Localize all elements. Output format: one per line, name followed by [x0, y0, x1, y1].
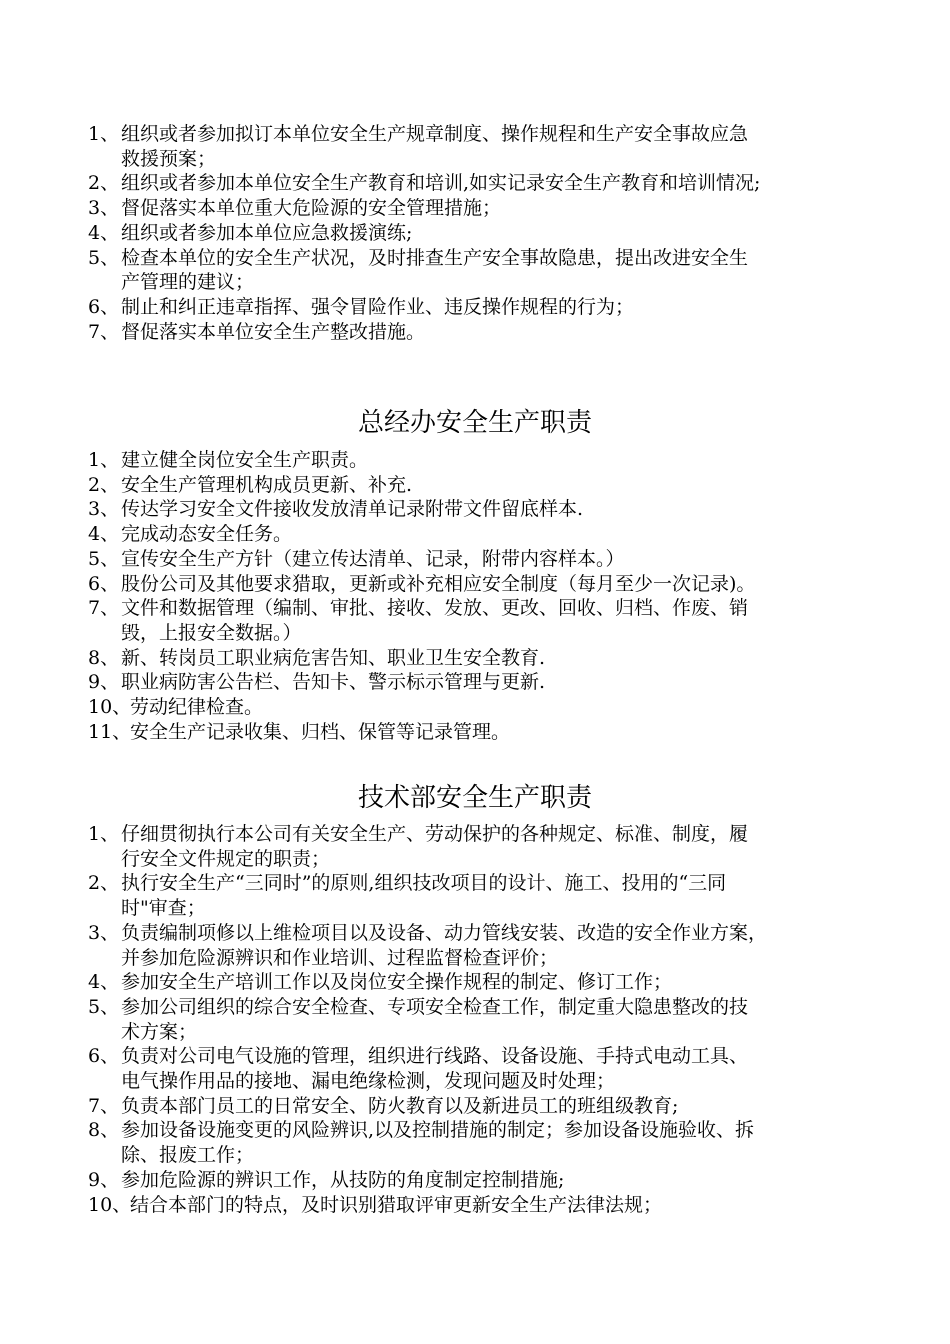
item-text-line: 组织或者参加拟订本单位安全生产规章制度、操作规程和生产安全事故应急: [121, 123, 749, 145]
list-item: [88, 670, 878, 695]
item-number: 11、: [88, 720, 132, 743]
item-text: [121, 171, 760, 196]
list-item: [88, 596, 878, 645]
item-text-line: 股份公司及其他要求猎取，更新或补充相应安全制度（每月至少一次记录)。: [121, 572, 756, 595]
item-text-line: 组织或者参加本单位应急救援演练;: [121, 221, 413, 244]
list-item: [88, 122, 878, 171]
list-item: [88, 720, 878, 745]
item-text-line: 组织或者参加本单位安全生产教育和培训,如实记录安全生产教育和培训情况;: [121, 172, 761, 195]
item-text: [121, 320, 425, 345]
item-text: [121, 646, 545, 671]
item-text: [121, 995, 748, 1044]
item-text-line: 毁，上报安全数据。）: [121, 621, 302, 644]
item-text: [121, 196, 501, 221]
item-text-line: 安全生产管理机构成员更新、补充.: [121, 473, 413, 496]
item-text-line: 负责对公司电气设施的管理，组织进行线路、设备设施、手持式电动工具、: [121, 1045, 749, 1068]
item-text: [130, 720, 510, 745]
item-number: 7、: [88, 597, 120, 620]
item-text-line: 参加公司组织的综合安全检查、专项安全检查工作，制定重大隐患整改的技: [121, 995, 749, 1018]
item-number: 9、: [88, 1168, 120, 1191]
item-text-line: 督促落实本单位安全生产整改措施。: [121, 320, 426, 343]
item-text-line: 术方案；: [121, 1020, 198, 1043]
list-item: [88, 572, 878, 597]
list-item: [88, 1168, 878, 1193]
item-text: [121, 448, 368, 473]
item-text-line: 检查本单位的安全生产状况，及时排查生产安全事故隐患，提出改进安全生: [121, 246, 749, 269]
item-text: [121, 970, 672, 995]
item-number: 2、: [88, 172, 120, 195]
item-number: 5、: [88, 995, 120, 1018]
item-text-line: 救援预案；: [121, 147, 217, 170]
item-text-line: 电气操作用品的接地、漏电绝缘检测，发现问题及时处理；: [121, 1070, 616, 1093]
list-item: [88, 970, 878, 995]
list-item: [88, 1193, 878, 1218]
item-number: 7、: [88, 320, 120, 343]
item-number: 6、: [88, 572, 120, 595]
item-text: [121, 497, 583, 522]
list-item: [88, 871, 878, 920]
item-text: [121, 822, 748, 871]
item-text: [121, 522, 292, 547]
item-text-line: 参加危险源的辨识工作，从技防的角度制定控制措施;: [121, 1168, 565, 1191]
item-text: [121, 1168, 564, 1193]
item-number: 4、: [88, 523, 120, 546]
item-number: 3、: [88, 921, 120, 944]
list-item: [88, 1118, 878, 1167]
item-text-line: 执行安全生产“三同时”的原则,组织技改项目的设计、施工、投用的“三同: [121, 872, 727, 895]
item-number: 1、: [88, 449, 120, 471]
item-text: [121, 670, 545, 695]
list-item: [88, 646, 878, 671]
item-number: 9、: [88, 671, 120, 694]
item-text: [121, 1094, 678, 1119]
list-item: [88, 995, 878, 1044]
item-text: [121, 295, 634, 320]
item-text-line: 新、转岗员工职业病危害告知、职业卫生安全教育.: [121, 646, 546, 669]
duty-list-safety-officer: [88, 122, 878, 344]
list-item: [88, 822, 878, 871]
item-text-line: 职业病防害公告栏、告知卡、警示标示管理与更新.: [121, 671, 546, 694]
duty-list-technical-dept: [88, 822, 878, 1217]
item-text-line: 劳动纪律检查。: [130, 696, 264, 719]
list-item: [88, 295, 878, 320]
item-text-line: 产管理的建议；: [121, 271, 255, 294]
item-text: [130, 695, 263, 720]
item-number: 3、: [88, 498, 120, 521]
list-item: [88, 320, 878, 345]
item-number: 8、: [88, 646, 120, 669]
list-item: [88, 695, 878, 720]
item-number: 1、: [88, 123, 120, 145]
item-text: [121, 572, 755, 597]
item-text-line: 并参加危险源辨识和作业培训、过程监督检查评价；: [121, 946, 559, 969]
section-title-technical-dept: 技术部安全生产职责: [357, 783, 592, 813]
item-text-line: 制止和纠正违章指挥、强令冒险作业、违反操作规程的行为；: [121, 295, 635, 318]
item-text-line: 仔细贯彻执行本公司有关安全生产、劳动保护的各种规定、标准、制度，履: [121, 823, 749, 845]
item-number: 2、: [88, 872, 120, 895]
section-title-general-office: 总经办安全生产职责: [357, 408, 592, 438]
list-item: [88, 1044, 878, 1093]
item-text: [121, 596, 748, 645]
item-number: 10、: [88, 696, 132, 719]
item-number: 4、: [88, 221, 120, 244]
item-text: [121, 122, 748, 171]
item-text-line: 行安全文件规定的职责；: [121, 847, 331, 870]
list-item: [88, 497, 878, 522]
item-number: 6、: [88, 295, 120, 318]
item-text-line: 时"审查；: [121, 897, 206, 920]
item-number: 8、: [88, 1119, 120, 1142]
item-number: 2、: [88, 473, 120, 496]
item-text: [121, 547, 625, 572]
item-text: [121, 246, 748, 295]
list-item: [88, 221, 878, 246]
list-item: [88, 522, 878, 547]
item-text: [121, 1118, 754, 1167]
list-item: [88, 473, 878, 498]
item-text-line: 传达学习安全文件接收发放清单记录附带文件留底样本.: [121, 498, 584, 521]
item-text-line: 安全生产记录收集、归档、保管等记录管理。: [130, 720, 511, 743]
item-text-line: 宣传安全生产方针（建立传达清单、记录，附带内容样本。）: [121, 547, 625, 570]
item-text-line: 负责本部门员工的日常安全、防火教育以及新进员工的班组级教育;: [121, 1094, 679, 1117]
item-text-line: 督促落实本单位重大危险源的安全管理措施；: [121, 197, 502, 220]
item-number: 3、: [88, 197, 120, 220]
list-item: [88, 196, 878, 221]
item-text: [121, 871, 726, 920]
item-text-line: 建立健全岗位安全生产职责。: [121, 449, 369, 471]
item-text: [130, 1193, 662, 1218]
item-number: 6、: [88, 1045, 120, 1068]
item-text: [121, 473, 412, 498]
item-text-line: 负责编制项修以上维检项目以及设备、动力管线安装、改造的安全作业方案，: [121, 921, 768, 944]
item-number: 4、: [88, 971, 120, 994]
list-item: [88, 921, 878, 970]
item-text-line: 参加设备设施变更的风险辨识,以及控制措施的制定；参加设备设施验收、拆: [121, 1119, 755, 1142]
item-number: 1、: [88, 823, 120, 845]
list-item: [88, 246, 878, 295]
list-item: [88, 1094, 878, 1119]
item-text: [121, 221, 412, 246]
list-item: [88, 547, 878, 572]
duty-list-general-office: [88, 448, 878, 744]
item-text-line: 结合本部门的特点，及时识别猎取评审更新安全生产法律法规；: [130, 1193, 663, 1216]
item-text-line: 除、报废工作；: [121, 1144, 255, 1167]
item-number: 5、: [88, 547, 120, 570]
item-number: 10、: [88, 1193, 132, 1216]
list-item: [88, 171, 878, 196]
item-text: [121, 1044, 748, 1093]
item-text-line: 文件和数据管理（编制、审批、接收、发放、更改、回收、归档、作废、销: [121, 597, 749, 620]
item-number: 7、: [88, 1094, 120, 1117]
item-text-line: 完成动态安全任务。: [121, 523, 293, 546]
item-text-line: 参加安全生产培训工作以及岗位安全操作规程的制定、修订工作；: [121, 971, 673, 994]
item-number: 5、: [88, 246, 120, 269]
list-item: [88, 448, 878, 473]
item-text: [121, 921, 767, 970]
